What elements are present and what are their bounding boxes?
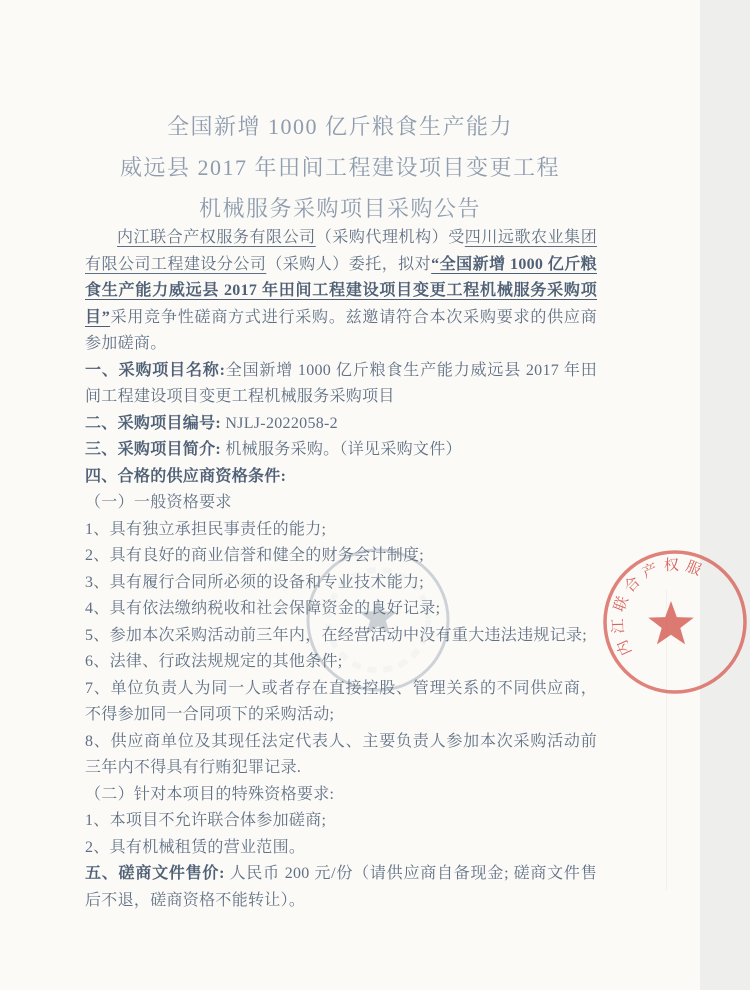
text-segment: 三、采购项目简介: [85,441,222,458]
doc-paragraph [85,225,597,358]
doc-title [85,106,595,229]
doc-paragraph [85,835,597,862]
text-segment: 四川远歌农业集团有限公司工程建设分公司 [85,229,598,273]
text-segment: 3、具有履行合同所必须的设备和专业技术能力; [85,573,425,591]
text-segment: 人民币 200 元/份（请供应商自备现金; 磋商文件售后不退，磋商资格不能转让）。 [85,865,598,909]
star-icon [648,601,694,644]
text-segment: 1、具有独立承担民事责任的能力; [85,520,327,538]
title-line: 威远县 2017 年田间工程建设项目变更工程 [119,155,560,180]
doc-paragraph [85,596,597,623]
doc-paragraph [85,490,597,517]
text-segment: 8、供应商单位及其现任法定代表人、主要负责人参加本次采购活动前三年内不得具有行贿犯罪记录. [85,732,597,776]
text-segment: （采购人）委托，拟对 [266,255,432,273]
seal-company-text: 内江联合产权服 [610,557,709,658]
doc-paragraph [85,676,597,729]
text-segment: 2、具有机械租赁的营业范围。 [85,838,306,856]
text-segment: 机械服务采购。（详见采购文件） [221,441,462,458]
text-segment: 一、采购项目名称: [85,361,226,379]
text-segment: “全国新增 1000 亿斤粮食生产能力威远县 2017 年田间工程建设项目变更工程机械服务采购项目” [85,255,597,326]
text-segment: （采购代理机构）受 [315,229,465,246]
doc-paragraph [85,543,597,570]
doc-paragraph [85,570,597,597]
doc-paragraph [85,808,597,835]
text-segment: 4、具有依法缴纳税收和社会保障资金的良好记录; [85,600,441,617]
doc-paragraph [85,411,597,438]
doc-paragraph [85,729,597,782]
text-segment: NJLJ-2022058-2 [221,414,338,432]
text-segment: 2、具有良好的商业信誉和健全的财务会计制度; [85,547,425,564]
doc-paragraph [85,437,597,464]
title-line: 全国新增 1000 亿斤粮食生产能力 [166,114,513,139]
text-segment: （二）针对本项目的特殊资格要求: [85,785,335,803]
red-seal [600,548,750,698]
text-segment: 1、本项目不允许联合体参加磋商; [85,812,327,829]
text-segment: 内江联合产权服务有限公司 [117,229,316,246]
doc-paragraph [85,358,597,411]
text-segment: 5、参加本次采购活动前三年内，在经营活动中没有重大违法违规记录; [85,626,588,644]
doc-paragraph [85,517,597,544]
text-segment: （一）一般资格要求 [85,494,232,511]
text-segment: 7、单位负责人为同一人或者存在直接控股、管理关系的不同供应商，不得参加同一合同项下的采购活动; [85,679,597,723]
text-segment: 五、磋商文件售价: [85,865,225,882]
doc-body [85,225,597,914]
text-segment: 四、合格的供应商资格条件: [85,467,287,485]
text-segment: 二、采购项目编号: [85,414,222,432]
doc-paragraph [85,464,597,491]
text-segment: 全国新增 1000 亿斤粮食生产能力威远县 2017 年田间工程建设项目变更工程机械服务采购项目 [85,361,598,405]
doc-paragraph [85,782,597,809]
text-segment: 6、法律、行政法规规定的其他条件; [85,653,343,670]
page-fold-line [666,590,667,890]
doc-paragraph [85,649,597,676]
doc-paragraph [85,861,597,914]
title-line: 机械服务采购项目采购公告 [198,196,481,221]
doc-paragraph [85,623,597,650]
text-segment: 采用竞争性磋商方式进行采购。兹邀请符合本次采购要求的供应商参加磋商。 [85,308,597,352]
